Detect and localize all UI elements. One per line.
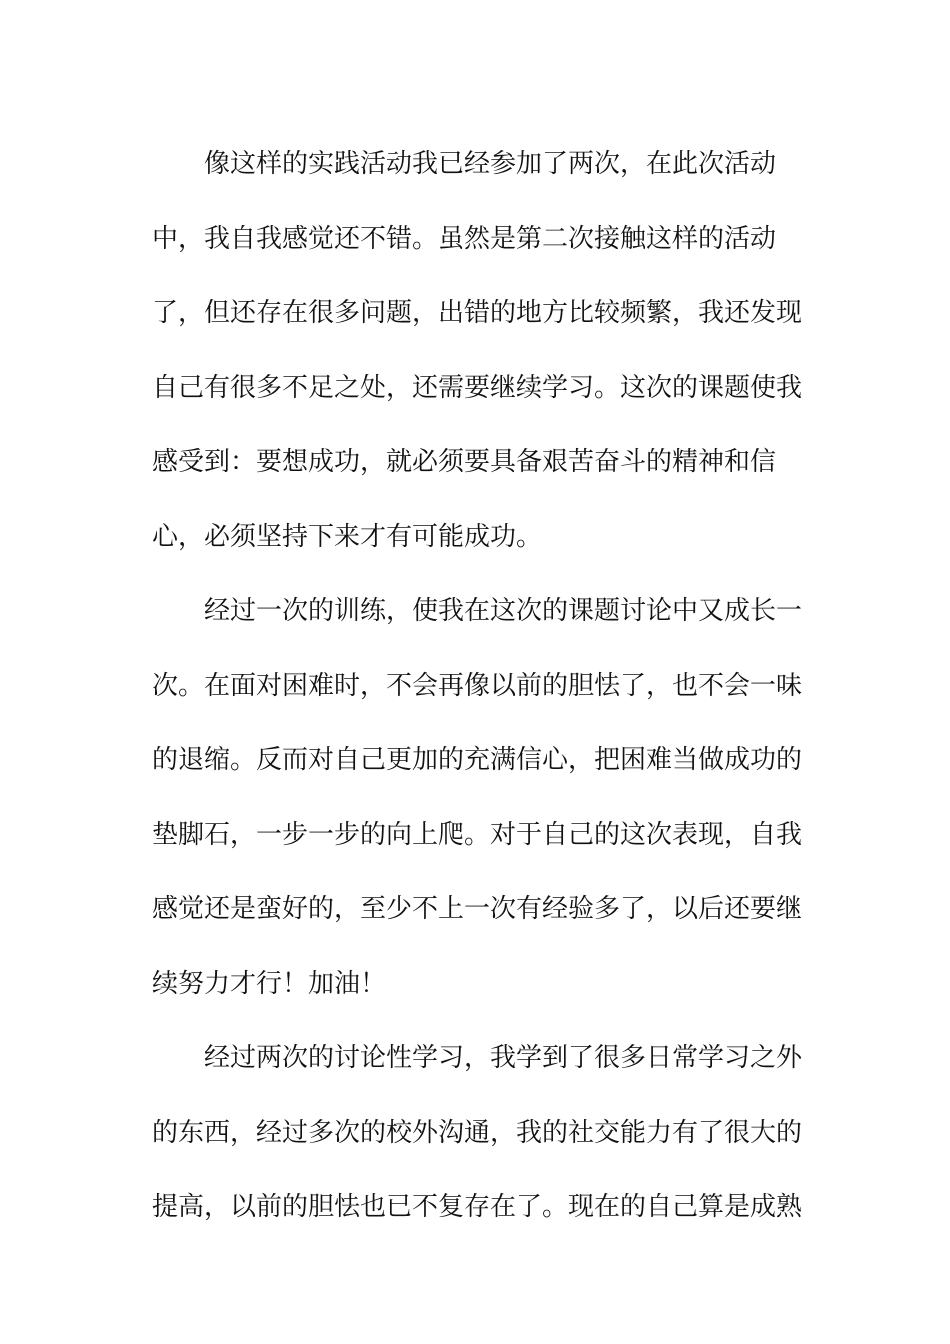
text-line: 续努力才行！加油！: [152, 968, 387, 999]
text-line: 感觉还是蛮好的，至少不上一次有经验多了，以后还要继: [152, 894, 803, 924]
text-line: 自己有很多不足之处，还需要继续学习。这次的课题使我: [152, 372, 803, 403]
document-body: [152, 127, 802, 1245]
text-line: 的东西，经过多次的校外沟通，我的社交能力有了很大的: [152, 1117, 803, 1148]
text-line: 经过一次的训练，使我在这次的课题讨论中又成长一: [204, 596, 803, 626]
text-line: 心，必须坚持下来才有可能成功。: [152, 521, 543, 552]
paragraph-2: [152, 574, 802, 1021]
text-line: 了，但还存在很多问题，出错的地方比较频繁，我还发现: [152, 298, 803, 328]
text-line: 提高，以前的胆怯也已不复存在了。现在的自己算是成熟: [152, 1192, 803, 1222]
paragraph-3: [152, 1021, 802, 1245]
text-line: 的退缩。反而对自己更加的充满信心，把困难当做成功的: [152, 745, 803, 775]
paragraph-1: [152, 127, 802, 574]
text-line: 像这样的实践活动我已经参加了两次，在此次活动: [204, 149, 777, 179]
text-line: 感受到：要想成功，就必须要具备艰苦奋斗的精神和信: [152, 447, 777, 477]
text-line: 垫脚石，一步一步的向上爬。对于自己的这次表现，自我: [152, 819, 803, 850]
text-line: 次。在面对困难时，不会再像以前的胆怯了，也不会一味: [152, 670, 803, 701]
text-line: 经过两次的讨论性学习，我学到了很多日常学习之外: [204, 1043, 803, 1073]
text-line: 中，我自我感觉还不错。虽然是第二次接触这样的活动: [152, 223, 777, 254]
